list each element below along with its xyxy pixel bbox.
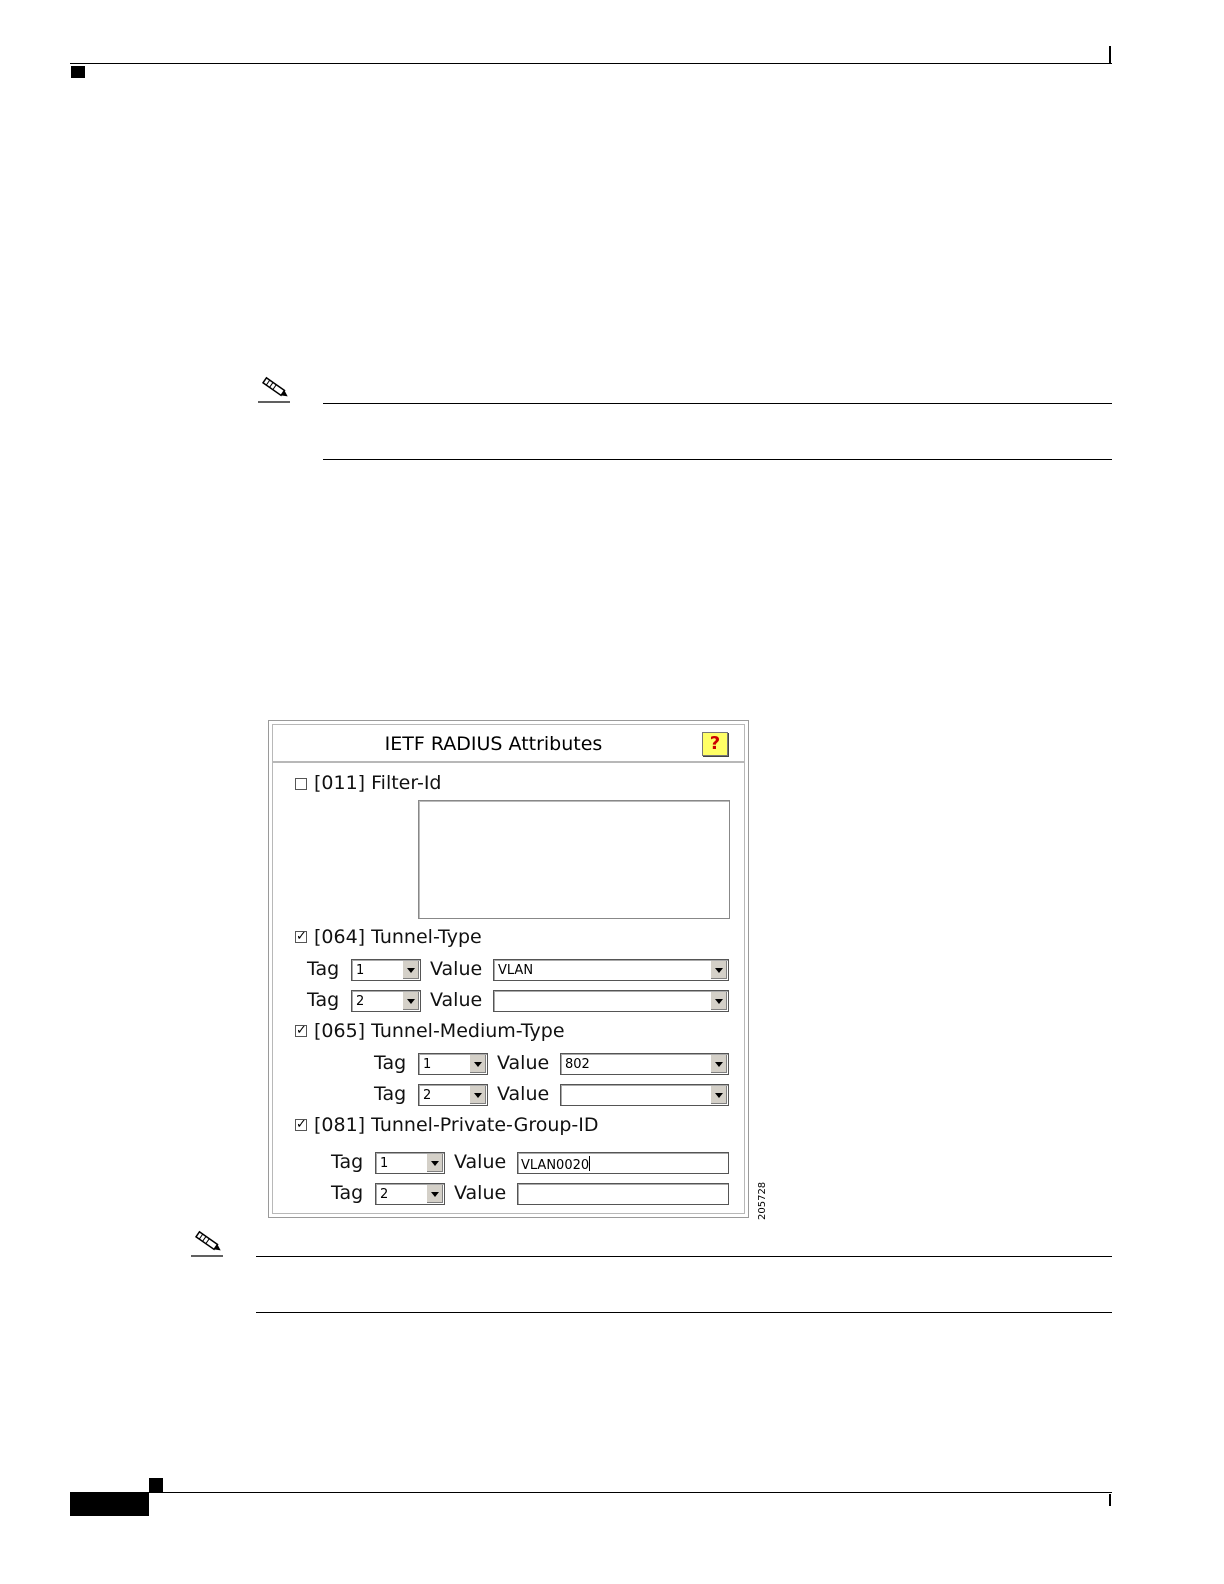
- tunnel-private-group-id-tag-select-1[interactable]: [375, 1152, 445, 1174]
- help-question-icon[interactable]: ?: [702, 732, 728, 756]
- tunnel-type-tag-label-2: Tag: [307, 989, 340, 1011]
- chevron-down-icon[interactable]: [426, 1154, 443, 1172]
- note-pencil-icon: [189, 1228, 225, 1258]
- panel-title: IETF RADIUS Attributes: [384, 733, 603, 755]
- figure-id: 205728: [757, 1181, 768, 1220]
- tunnel-medium-type-tag-label-1: Tag: [374, 1052, 407, 1074]
- chevron-down-icon[interactable]: [426, 1185, 443, 1203]
- tunnel-medium-type-label: [065] Tunnel-Medium-Type: [314, 1020, 565, 1042]
- note-top-rule: [323, 403, 1112, 404]
- chevron-down-icon[interactable]: [402, 992, 419, 1010]
- tunnel-medium-type-tag-select-1[interactable]: [418, 1053, 488, 1075]
- tunnel-medium-type-value-1: 802: [565, 1057, 590, 1072]
- tunnel-type-tag-label-1: Tag: [307, 958, 340, 980]
- tunnel-type-checkbox[interactable]: ✓: [296, 929, 307, 944]
- tunnel-private-group-id-tag-label-1: Tag: [331, 1151, 364, 1173]
- tunnel-private-group-id-tag-label-2: Tag: [331, 1182, 364, 1204]
- tunnel-private-group-id-value-input-1[interactable]: [517, 1152, 729, 1174]
- chevron-down-icon[interactable]: [710, 1055, 727, 1073]
- tunnel-type-value-select-2[interactable]: [493, 990, 729, 1012]
- tunnel-private-group-id-value-1: VLAN0020: [521, 1158, 590, 1173]
- tunnel-medium-type-checkbox[interactable]: ✓: [296, 1023, 307, 1038]
- tunnel-type-tag-select-2[interactable]: [351, 990, 421, 1012]
- filter-id-label: [011] Filter-Id: [314, 772, 442, 794]
- note-bottom-rule: [323, 459, 1112, 460]
- chevron-down-icon[interactable]: [710, 1086, 727, 1104]
- tunnel-type-tag-value-2: 2: [356, 994, 365, 1009]
- tunnel-type-value-label-2: Value: [430, 989, 483, 1011]
- text-caret: [589, 1156, 590, 1171]
- tunnel-private-group-id-value-input-2[interactable]: [517, 1183, 729, 1205]
- note-top-rule: [256, 1256, 1112, 1257]
- header-marker: [71, 66, 85, 78]
- tunnel-medium-type-value-select-2[interactable]: [560, 1084, 729, 1106]
- tunnel-private-group-id-tag-select-2[interactable]: [375, 1183, 445, 1205]
- footer-rule: [70, 1492, 1112, 1493]
- tunnel-type-label: [064] Tunnel-Type: [314, 926, 482, 948]
- tunnel-type-tag-select-1[interactable]: [351, 959, 421, 981]
- tunnel-type-tag-value-1: 1: [356, 963, 365, 978]
- tunnel-medium-type-tag-label-2: Tag: [374, 1083, 407, 1105]
- tunnel-type-value-label-1: Value: [430, 958, 483, 980]
- tunnel-private-group-id-value-label-2: Value: [454, 1182, 507, 1204]
- tunnel-medium-type-value-label-1: Value: [497, 1052, 550, 1074]
- chevron-down-icon[interactable]: [710, 961, 727, 979]
- chevron-down-icon[interactable]: [469, 1055, 486, 1073]
- header-tick: [1109, 46, 1111, 64]
- chevron-down-icon[interactable]: [469, 1086, 486, 1104]
- tunnel-private-group-id-tag-value-1: 1: [380, 1156, 389, 1171]
- tunnel-medium-type-value-label-2: Value: [497, 1083, 550, 1105]
- note-bottom-rule: [256, 1312, 1112, 1313]
- tunnel-private-group-id-label: [081] Tunnel-Private-Group-ID: [314, 1114, 599, 1136]
- tunnel-type-value-1: VLAN: [498, 963, 534, 978]
- tunnel-private-group-id-value-label-1: Value: [454, 1151, 507, 1173]
- footer-page-tab: [70, 1493, 149, 1516]
- tunnel-private-group-id-tag-value-2: 2: [380, 1187, 389, 1202]
- filter-id-textarea[interactable]: [418, 800, 730, 919]
- tunnel-medium-type-tag-value-1: 1: [423, 1057, 432, 1072]
- footer-marker: [149, 1478, 163, 1492]
- tunnel-type-value-select-1[interactable]: [493, 959, 729, 981]
- tunnel-medium-type-tag-value-2: 2: [423, 1088, 432, 1103]
- filter-id-checkbox[interactable]: [295, 778, 307, 790]
- note-pencil-icon: [256, 374, 292, 404]
- panel-header: [273, 725, 744, 763]
- tunnel-private-group-id-checkbox[interactable]: ✓: [296, 1117, 307, 1132]
- tunnel-medium-type-value-select-1[interactable]: [560, 1053, 729, 1075]
- chevron-down-icon[interactable]: [710, 992, 727, 1010]
- header-rule: [70, 63, 1112, 64]
- tunnel-medium-type-tag-select-2[interactable]: [418, 1084, 488, 1106]
- footer-tick: [1109, 1494, 1111, 1506]
- ietf-radius-attributes-panel: [268, 720, 749, 1218]
- chevron-down-icon[interactable]: [402, 961, 419, 979]
